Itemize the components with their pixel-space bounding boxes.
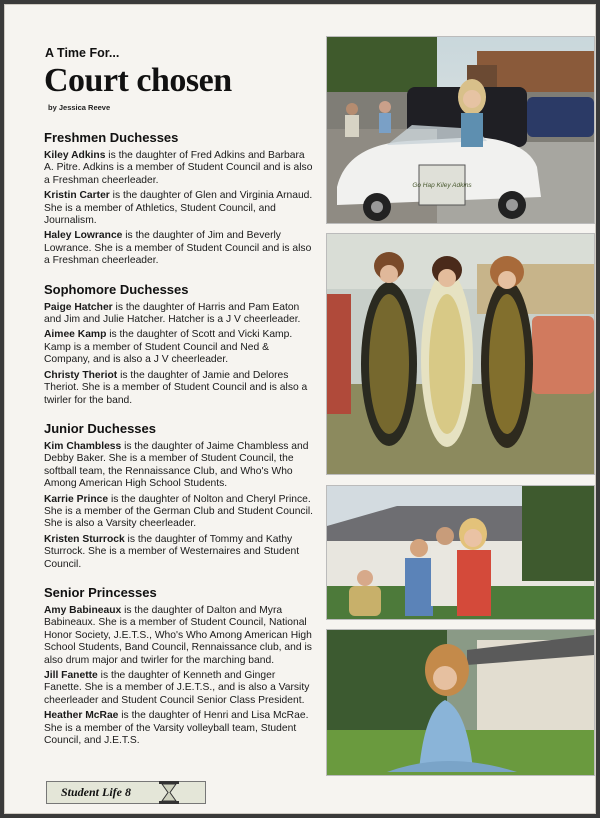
yearbook-page [4,4,596,814]
bio-paragraph [44,534,315,571]
bio-name: Kiley Adkins [44,150,106,161]
bio-text: is the daughter of Dalton and Myra Babineaux. She is a member of Student Council, National Honor Society, J.E.T.S., Who's Who Among American High School Students, Band Council, Rennaissance club, and is also drum major and twirler for the marching band. [44,604,312,666]
bio-text: is the daughter of Fred Adkins and Barbara A. Pitre. Adkins is a member of Student Council and is also a Freshman cheerleader. [44,150,313,186]
byline [48,103,110,112]
bio-name: Kristin Carter [44,190,110,202]
bio-paragraph [44,190,315,227]
bio-name: Heather McRae [44,710,119,722]
bio-paragraph [44,230,315,267]
bio-name: Christy Theriot [44,369,118,381]
parade-sign-text: Go Hap Kiley Adkins [412,182,472,189]
section-heading: Junior Duchesses [44,420,156,436]
bio-name: Paige Hatcher [44,301,113,313]
section-junior [44,421,315,571]
kicker: A Time For... [45,46,120,60]
parade-convertible-image [327,37,594,223]
section-sophomore [44,282,315,407]
bio-text: is the daughter of Nolton and Cheryl Prince. She is a member of the German Club and Student Council. She is also a Varsity cheerleader. [44,493,314,530]
bio-text: is the daughter of Tommy and Kathy Sturrock. She is a member of Westernaires and Student Council. [44,533,300,570]
bio-paragraph [44,605,315,667]
byline-author: Jessica Reeve [58,103,111,112]
bio-name: Haley Lowrance [44,230,123,242]
photo-parade-convertible [326,36,595,224]
bio-paragraph [44,329,315,366]
hourglass-icon [157,780,181,805]
bio-paragraph [44,441,315,491]
section-heading: Sophomore Duchesses [44,281,189,297]
bio-name: Kristen Sturrock [44,533,125,545]
bio-paragraph [44,670,315,707]
sophomore-duchesses-image [327,234,594,474]
bio-paragraph [44,710,315,747]
bio-text: is the daughter of Jaime Chambless and Debby Baker. She is a member of Student Council, the softball team, the Rennaissance Club, and Who's Who Among American High School Students. [44,440,309,490]
bio-text: is the daughter of Jim and Beverly Lowrance. She is a member of Student Council and is also a Freshman cheerleader. [44,230,312,267]
photo-senior-princess [326,629,595,776]
bio-name: Amy Babineaux [44,604,122,616]
bio-paragraph [44,302,315,327]
section-freshmen [44,130,315,268]
bio-name: Kim Chambless [44,440,122,452]
article-column [44,130,315,761]
bio-text: is the daughter of Scott and Vicki Kamp. Kamp is a member of Student Council and Ned & Company, and is also a J V cheerleader. [44,329,293,366]
photo-sophomore-duchesses [326,233,595,475]
headline: Court chosen [44,62,232,99]
bio-text: is the daughter of Glen and Virginia Arnaud. She is a member of Athletics, Student Council, and Journalism. [44,190,313,227]
section-heading: Freshmen Duchesses [44,130,179,145]
byline-prefix: by [48,103,57,112]
senior-princess-image [327,630,594,775]
bio-paragraph [44,150,315,187]
bio-name: Jill Fanette [44,670,98,681]
bio-name: Karrie Prince [44,493,109,505]
folio-text: Student Life 8 [61,785,132,799]
bio-paragraph [44,370,315,407]
bio-text: is the daughter of Jamie and Delores Theriot. She is a member of Student Council and is also a twirler for the band. [44,369,308,406]
page-folio [46,781,206,804]
bio-paragraph [44,494,315,531]
bio-text: is the daughter of Henri and Lisa McRae. She is a member of the Varsity volleyball team, Student Council, and J.E.T.S. [44,710,309,747]
junior-group-image [327,486,594,619]
photo-junior-group [326,485,595,620]
section-heading: Senior Princesses [44,584,157,600]
bio-name: Aimee Kamp [44,329,107,341]
bio-text: is the daughter of Harris and Pam Eaton and Jim and Julie Hatcher. Hatcher is a J V cheerleader. [44,301,301,326]
section-senior [44,585,315,747]
bio-text: is the daughter of Kenneth and Ginger Fanette. She is a member of J.E.T.S., and is also a Varsity cheerleader and Student Council Senior Class President. [44,670,310,706]
